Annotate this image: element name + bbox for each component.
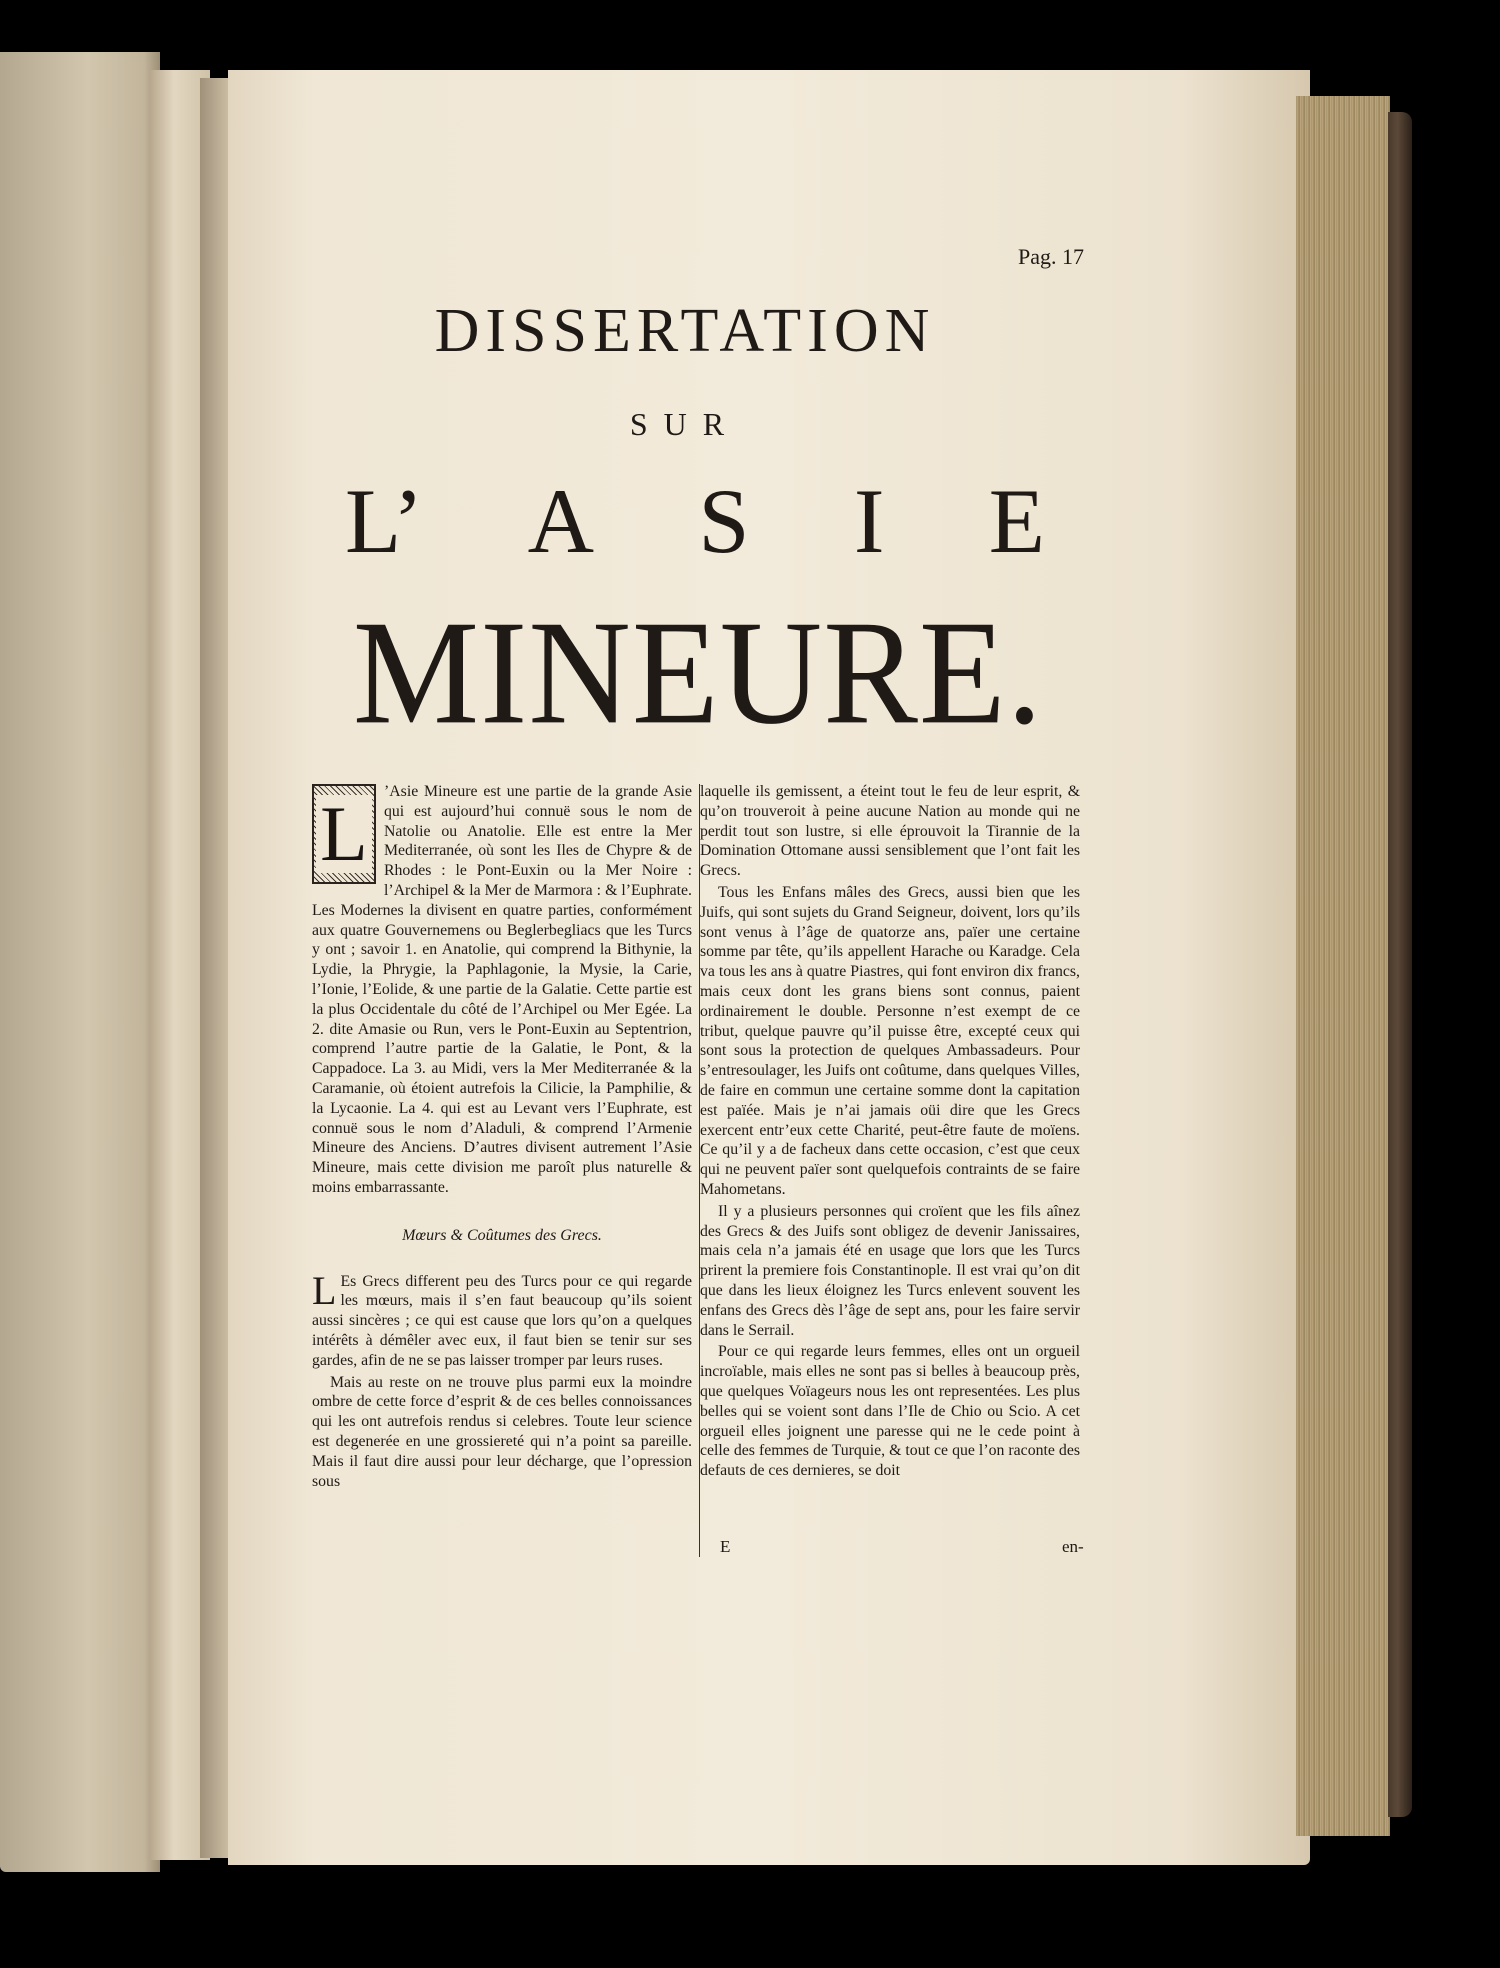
ornamental-dropcap [312, 784, 376, 884]
title-letter: E [988, 470, 1045, 572]
page-block-edge [1296, 96, 1390, 1836]
page-number: Pag. 17 [1018, 244, 1084, 269]
left-page [0, 52, 160, 1872]
text-column-left [312, 782, 692, 1493]
paragraph: Il y a plusieurs personnes qui croïent que les fils aînez des Grecs & des Juifs sont obligez de devenir Janissaires, mais cela n’a jamais été en usage que lors que les Turcs prirent la premiere fois Constantinople. Il est vrai qu’on dit que dans les lieux éloignez les Turcs enlevent souvent les enfans des Grecs dès l’âge de sept ans, pour les faire servir dans le Serrail. [700, 1202, 1080, 1339]
catchword: en- [1062, 1537, 1084, 1556]
paragraph [312, 1267, 692, 1371]
title-sur: SUR [629, 406, 741, 442]
title-letter: A [527, 470, 595, 572]
section-heading: Mœurs & Coûtumes des Grecs. [402, 1226, 602, 1244]
signature-mark: E [720, 1537, 731, 1556]
paragraph: Mais au reste on ne trouve plus parmi eux la moindre ombre de cette force d’esprit & de ces belles connoissances qui les ont autrefois rendus si celebres. Toute leur science est degenerée en une grossiereté qui n’a point sa pareille. Mais il faut dire aussi pour leur décharge, que l’opression sous [312, 1373, 692, 1490]
dropcap-letter: L [316, 795, 372, 873]
paragraph-text: Es Grecs different peu des Turcs pour ce qui regarde les mœurs, mais il s’en faut beaucoup qu’ils soient aussi sincères ; ce qui est cause que lors qu’on a quelques intérêts à démêler avec eux, il faut bien se tenir sur ses gardes, afin de ne se pas laisser tromper par leurs ruses. [312, 1272, 692, 1369]
paragraph: Pour ce qui regarde leurs femmes, elles ont un orgueil incroïable, mais elles ne sont pas si belles à beaucoup près, que quelques Voïageurs nous les ont representées. Les plus belles qui se voient sont dans l’Ile de Chio ou Scio. A cet orgueil elles joignent une paresse qui ne le cede point à celle des femmes de Turquie, & tout ce que l’on raconte des defauts de ces dernieres, se doit [700, 1343, 1080, 1480]
paragraph: Tous les Enfans mâles des Grecs, aussi bien que les Juifs, qui sont sujets du Grand Seigneur, doivent, lors qu’ils sont venus à l’âge de quatorze ans, païer une certaine somme par tête, qu’ils appellent Harache ou Karadge. Cela va tous les ans à quatre Piastres, qui font environ dix francs, mais ceux dont les grans biens sont connus, paient ordinairement le double. Personne n’est exempt de ce tribut, quelque pauvre qu’il puisse être, excepté ceux qui sont sous la protection de quelques Ambassadeurs. Pour s’entresoulager, les Juifs ont coûtume, dans quelques Villes, de faire en commun une certaine somme dont la capitation est païée. Mais je n’ai jamais oüi dire que les Grecs exercent entr’eux cette Charité, peut-être faute de moïens. Ce qu’il y a de facheux dans cette occasion, c’est que ceux qui ne peuvent païer sont quelquefois contraints de se faire Mahometans. [700, 883, 1080, 1198]
paragraph: laquelle ils gemissent, a éteint tout le feu de leur esprit, & qu’on trouveroit à peine aucune Nation au monde qui ne perdit tout son lustre, si elle éprouvoit la Tirannie de la Domination Ottomane aussi sensiblement que l’ont fait les Grecs. [700, 783, 1080, 880]
book-cover-edge [1388, 112, 1412, 1817]
title-letter: I [853, 470, 885, 572]
title-dissertation: DISSERTATION [434, 297, 936, 365]
title-l-asie [345, 468, 1045, 574]
initial-letter: L [312, 1267, 337, 1313]
paragraph: ’Asie Mineure est une partie de la grande Asie qui est aujourd’hui connuë sous le nom de Natolie ou Anatolie. Elle est entre la Mer Mediterranée, où sont les Iles de Chypre & de Rhodes : le Pont-Euxin ou la Mer Noire : l’Archipel & la Mer de Marmora : & l’Euphrate. Les Modernes la divisent en quatre parties, conformément aux quatre Gouvernemens ou Beglerbegliacs que les Turcs y ont ; savoir 1. en Anatolie, qui comprend la Bithynie, la Lydie, la Phrygie, la Paphlagonie, la Mysie, la Carie, l’Ionie, l’Eolide, & une partie de la Galatie. Cette partie est la plus Occidentale du côté de l’Archipel ou Mer Egée. La 2. dite Amasie ou Run, vers le Pont-Euxin au Septentrion, comprend l’autre partie de la Galatie, le Pont, & la Cappadoce. La 3. au Midi, vers la Mer Mediterranée & la Caramanie, où étoient autrefois la Cilicie, la Pamphilie, & la Lycaonie. La 4. qui est au Levant vers l’Euphrate, est connuë sous le nom d’Aladuli, & comprend l’Armenie Mineure des Anciens. D’autres divisent autrement l’Asie Mineure, mais cette division me paroît plus naturelle & moins embarrassante. [312, 783, 692, 1196]
title-mineure: MINEURE. [352, 589, 1044, 755]
text-column-right [700, 782, 1080, 1483]
title-letter: S [698, 470, 750, 572]
title-letter: L’ [345, 470, 424, 572]
